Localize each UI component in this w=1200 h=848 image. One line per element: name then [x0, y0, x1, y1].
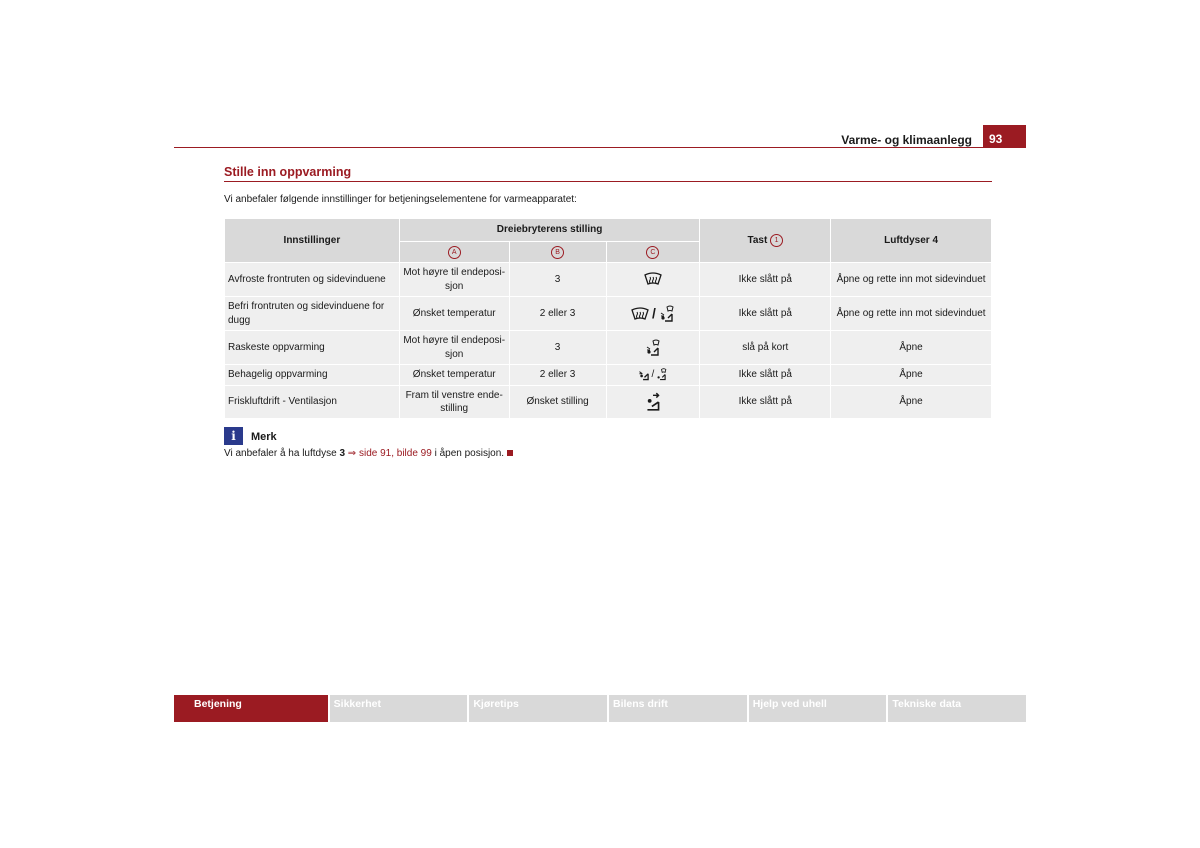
button-ref-marker: 1 — [770, 234, 783, 247]
info-icon: i — [224, 427, 243, 445]
row-knob-c — [606, 297, 700, 331]
row-knob-a: Mot høyre til endeposi-sjon — [399, 331, 509, 365]
icon-separator: / — [652, 305, 656, 322]
row-vents: Åpne — [831, 386, 992, 419]
row-vents: Åpne — [831, 365, 992, 386]
header-button-label: Tast — [747, 234, 768, 246]
section-title: Stille inn oppvarming — [224, 165, 352, 179]
row-button: slå på kort — [700, 331, 831, 365]
row-knob-b: 3 — [509, 331, 606, 365]
link-arrow-icon: ⇒ — [347, 448, 357, 459]
table-row — [225, 297, 992, 331]
nav-tab-bilens-drift[interactable]: Bilens drift — [609, 695, 747, 722]
row-knob-c — [606, 365, 700, 386]
row-button: Ikke slått på — [700, 263, 831, 297]
row-knob-b: 2 eller 3 — [509, 297, 606, 331]
row-knob-a: Ønsket temperatur — [399, 365, 509, 386]
table-row — [225, 263, 992, 297]
nav-tab-tekniske-data[interactable]: Tekniske data — [888, 695, 1026, 722]
row-button: Ikke slått på — [700, 365, 831, 386]
row-knob-b: Ønsket stilling — [509, 386, 606, 419]
row-knob-c — [606, 263, 700, 297]
page-number: 93 — [983, 125, 1026, 148]
header-knob-b — [509, 242, 606, 263]
feet-icon — [638, 368, 651, 381]
table-row — [225, 365, 992, 386]
note-title: Merk — [251, 431, 277, 443]
face-vent-icon — [643, 392, 663, 412]
header-knob-c — [606, 242, 700, 263]
knob-c-marker: C — [646, 246, 659, 259]
defrost-and-feet-icon — [658, 305, 676, 323]
header-divider — [174, 147, 1026, 148]
row-knob-c — [606, 386, 700, 419]
page-reference-link[interactable]: side 91, bilde 99 — [358, 448, 432, 459]
note-vent-number: 3 — [339, 448, 346, 459]
row-setting: Behagelig oppvarming — [225, 365, 400, 386]
intro-text: Vi anbefaler følgende innstillinger for betjeningselementene for varmeapparatet: — [224, 194, 577, 205]
nav-tab-hjelp-ved-uhell[interactable]: Hjelp ved uhell — [749, 695, 887, 722]
row-vents: Åpne og rette inn mot sidevinduet — [831, 263, 992, 297]
row-setting: Friskluftdrift - Ventilasjon — [225, 386, 400, 419]
defrost-and-feet-icon — [644, 339, 662, 357]
icon-separator: / — [651, 369, 655, 381]
windshield-defrost-icon — [643, 272, 663, 286]
row-vents: Åpne og rette inn mot sidevinduet — [831, 297, 992, 331]
header-vents: Luftdyser 4 — [831, 219, 992, 263]
row-knob-b: 3 — [509, 263, 606, 297]
row-knob-a: Fram til venstre ende-stilling — [399, 386, 509, 419]
section-divider — [224, 181, 992, 182]
header-button — [700, 219, 831, 263]
note-text-before: Vi anbefaler å ha luftdyse — [224, 448, 337, 459]
knob-b-marker: B — [551, 246, 564, 259]
note-text-after: i åpen posisjon. — [434, 448, 505, 459]
windshield-defrost-icon — [630, 307, 650, 321]
row-vents: Åpne — [831, 331, 992, 365]
knob-a-marker: A — [448, 246, 461, 259]
row-button: Ikke slått på — [700, 297, 831, 331]
row-knob-b: 2 eller 3 — [509, 365, 606, 386]
row-setting: Befri frontruten og sidevinduene for dugg — [225, 297, 400, 331]
defrost-and-feet-icon — [655, 368, 668, 381]
row-knob-a: Mot høyre til endeposi-sjon — [399, 263, 509, 297]
table-row — [225, 331, 992, 365]
chapter-title: Varme- og klimaanlegg — [841, 133, 972, 147]
header-knob-position: Dreiebryterens stilling — [399, 219, 700, 242]
row-button: Ikke slått på — [700, 386, 831, 419]
table-row — [225, 386, 992, 419]
header-knob-a — [399, 242, 509, 263]
row-knob-c — [606, 331, 700, 365]
row-knob-a: Ønsket temperatur — [399, 297, 509, 331]
nav-tab-sikkerhet[interactable]: Sikkerhet — [330, 695, 468, 722]
nav-tab-kjoretips[interactable]: Kjøretips — [469, 695, 607, 722]
note-text — [224, 448, 513, 459]
chapter-nav — [174, 695, 1026, 722]
row-setting: Raskeste oppvarming — [225, 331, 400, 365]
settings-table — [224, 218, 992, 419]
header-settings: Innstillinger — [225, 219, 400, 263]
end-of-section-marker — [507, 450, 513, 456]
nav-tab-betjening[interactable]: Betjening — [174, 695, 328, 722]
row-setting: Avfroste frontruten og sidevinduene — [225, 263, 400, 297]
